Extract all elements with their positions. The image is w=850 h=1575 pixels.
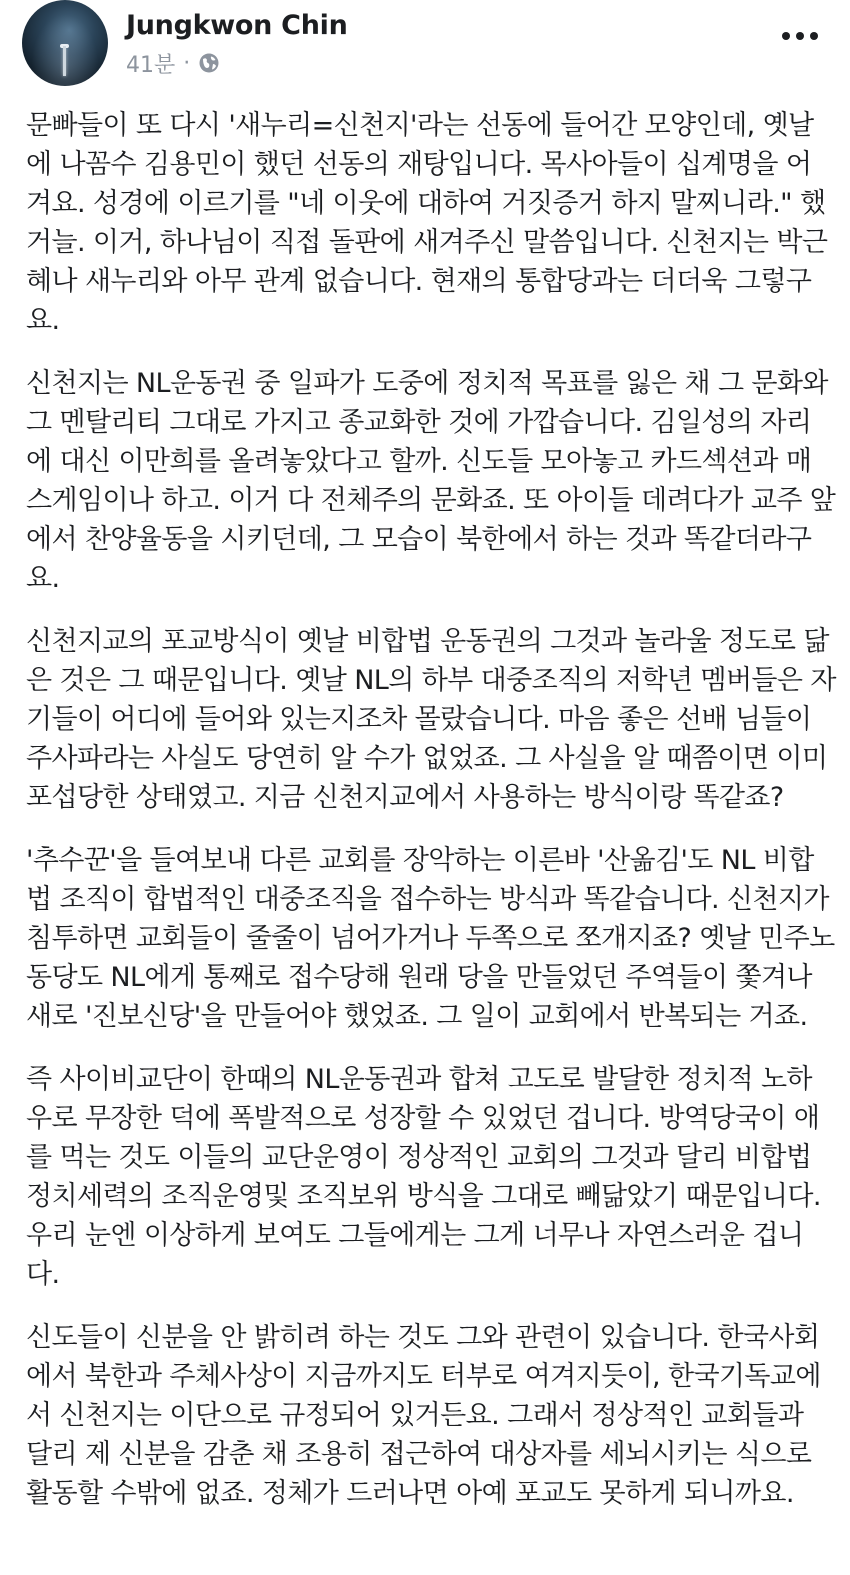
post-meta — [126, 48, 220, 78]
post-timestamp[interactable]: 41분 — [126, 52, 176, 78]
post-paragraph-3: 신천지교의 포교방식이 옛날 비합법 운동권의 그것과 놀라울 정도로 닮은 것은 그 때문입니다. 옛날 NL의 하부 대중조직의 저학년 멤버들은 자기들이 어디에 들어와 있는지조차 몰랐습니다. 마음 좋은 선배 님들이 주사파라는 사실도 당연히 알 수가 없었죠. 그 사실을 알 때쯤이면 이미 포섭당한 상태였고. 지금 신천지교에서 사용하는 방식이랑 똑같죠? — [26, 626, 836, 813]
dot-1 — [782, 32, 790, 40]
more-horizontal-icon — [782, 32, 818, 40]
globe-icon[interactable] — [198, 52, 220, 74]
post-paragraph-1: 문빠들이 또 다시 '새누리=신천지'라는 선동에 들어간 모양인데, 옛날에 나꼼수 김용민이 했던 선동의 재탕입니다. 목사아들이 십계명을 어겨요. 성경에 이르기를 "네 이웃에 대하여 거짓증거 하지 말찌니라." 했거늘. 이거, 하나님이 직접 돌판에 새겨주신 말씀입니다. 신천지는 박근혜나 새누리와 아무 관계 없습니다. 현재의 통합당과는 더더욱 그렇구요. — [26, 110, 828, 336]
post-paragraph-5: 즉 사이비교단이 한때의 NL운동권과 합쳐 고도로 발달한 정치적 노하우로 무장한 덕에 폭발적으로 성장할 수 있었던 겁니다. 방역당국이 애를 먹는 것도 이들의 교단운영이 정상적인 교회의 그것과 달리 비합법 정치세력의 조직운영및 조직보위 방식을 그대로 빼닮았기 때문입니다. 우리 눈엔 이상하게 보여도 그들에게는 그게 너무나 자연스러운 겁니다. — [26, 1064, 821, 1290]
dot-3 — [810, 32, 818, 40]
meta-separator: · — [183, 50, 191, 76]
dot-2 — [796, 32, 804, 40]
post-paragraph-6: 신도들이 신분을 안 밝히려 하는 것도 그와 관련이 있습니다. 한국사회에서 북한과 주체사상이 지금까지도 터부로 여겨지듯이, 한국기독교에서 신천지는 이단으로 규정되어 있거든요. 그래서 정상적인 교회들과 달리 제 신분을 감춘 채 조용히 접근하여 대상자를 세뇌시키는 식으로 활동할 수밖에 없죠. 정체가 드러나면 아예 포교도 못하게 되니까요. — [26, 1322, 821, 1509]
avatar-tower — [63, 46, 66, 76]
author-name[interactable]: Jungkwon Chin — [126, 10, 348, 41]
post-header — [0, 0, 850, 90]
post-paragraph-4: '추수꾼'을 들여보내 다른 교회를 장악하는 이른바 '산옮김'도 NL 비합법 조직이 합법적인 대중조직을 접수하는 방식과 똑같습니다. 신천지가 침투하면 교회들이 줄줄이 넘어가거나 두쪽으로 쪼개지죠? 옛날 민주노동당도 NL에게 통째로 접수당해 원래 당을 만들었던 주역들이 쫓겨나 새로 '진보신당'을 만들어야 했었죠. 그 일이 교회에서 반복되는 거죠. — [26, 845, 835, 1032]
post-paragraph-2: 신천지는 NL운동권 중 일파가 도중에 정치적 목표를 잃은 채 그 문화와 그 멘탈리티 그대로 가지고 종교화한 것에 가깝습니다. 김일성의 자리에 대신 이만희를 올려놓았다고 할까. 신도들 모아놓고 카드섹션과 매스게임이나 하고. 이거 다 전체주의 문화죠. 또 아이들 데려다가 교주 앞에서 찬양율동을 시키던데, 그 모습이 북한에서 하는 것과 똑같더라구요. — [26, 368, 836, 594]
more-options-button[interactable] — [776, 22, 826, 52]
avatar[interactable] — [22, 0, 108, 86]
post-body — [26, 106, 836, 1537]
